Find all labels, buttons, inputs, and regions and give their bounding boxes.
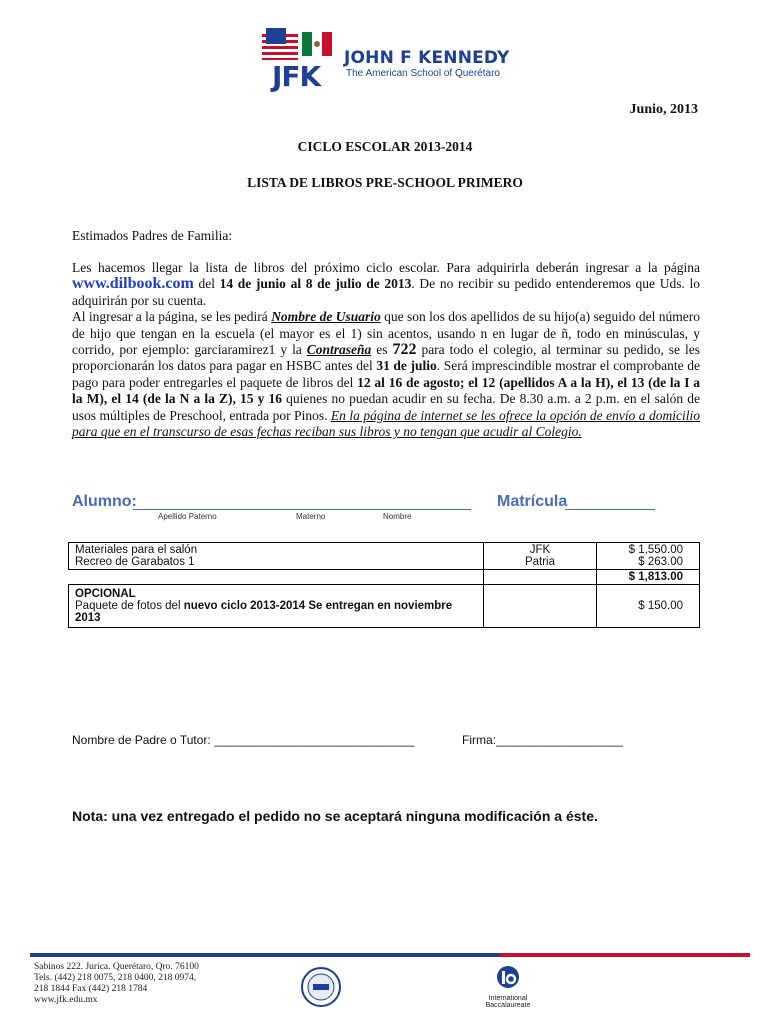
accreditation-seal-icon	[300, 966, 342, 1008]
tutor-name-field[interactable]: Nombre de Padre o Tutor: ______________________________	[72, 733, 415, 747]
paragraph-2: Al ingresar a la página, se les pedirá Nombre de Usuario que son los dos apellidos de su hijo(a) seguido del número de hijo que tengan en la escuela (el mayor es el 1) sin acentos, usando n en lugar de ñ, todo en minúsculas, y corrido, por ejemplo: garciaramirez1 y la Contraseña es 722 para todo el colegio, al terminar su pedido, se les proporcionarán los datos para pagar en HSBC antes del 31 de julio. Será imprescindible mostrar el comprobante de pago para poder entregarles el paquete de libros del 12 al 16 de agosto; el 12 (apellidos A a la H), el 13 (de la I a la M), el 14 (de la N a la Z), 15 y 16 quienes no puedan acudir en su fecha. De 8.30 a.m. a 2 p.m. en el salón de usos múltiples de Preschool, entrada por Pinos. En la página de internet se les ofrece la opción de envío a domicilio para que en el transcurso de esas fechas reciban sus libros y no tengan que acudir al Colegio.	[72, 309, 700, 440]
signature-field[interactable]: Firma:___________________	[462, 733, 623, 747]
flags-logo-icon	[262, 28, 342, 62]
paragraph-1: Les hacemos llegar la lista de libros del próximo ciclo escolar. Para adquirirla deberán ingresar a la página www.dilbook.com del 14 de junio al 8 de julio de 2013. De no recibir su pedido entenderemos que Uds. lo adquirirán por su cuenta.	[72, 260, 700, 308]
list-title: LISTA DE LIBROS PRE-SCHOOL PRIMERO	[247, 175, 523, 190]
optional-header: OPCIONAL	[75, 588, 136, 600]
matricula-label: Matrícula	[497, 493, 568, 510]
total-row	[69, 570, 700, 585]
footer-bar-blue	[30, 953, 500, 957]
password-term: Contraseña	[306, 342, 372, 358]
alumno-label: Alumno:	[72, 493, 137, 510]
website-link[interactable]: www.jfk.edu.mx	[34, 995, 98, 1005]
dilbook-link[interactable]: www.dilbook.com	[72, 275, 194, 293]
ib-line-2: Baccalaureate	[485, 1002, 531, 1009]
school-subtitle: The American School of Querétaro	[346, 68, 500, 79]
nombre-label: Nombre	[383, 512, 412, 521]
optional-price: $ 150.00	[597, 585, 700, 628]
optional-item: Paquete de fotos del nuevo ciclo 2013-2014 Se entregan en noviembre 2013	[75, 600, 453, 624]
ib-line-1: International	[488, 995, 528, 1002]
alumno-field[interactable]	[133, 509, 471, 510]
letter-body	[72, 260, 700, 440]
optional-row	[69, 585, 700, 628]
footer-bar-red	[500, 953, 750, 957]
document-date: Junio, 2013	[629, 102, 698, 117]
password-code: 722	[392, 341, 417, 359]
footer-address: Sabinos 222. Jurica. Querétaro, Qro. 76100 Tels. (442) 218 0075, 218 0400, 218 0974, 218 1844 Fax (442) 218 1784 www.jfk.edu.mx	[34, 962, 199, 1005]
logo-letters: JFK	[272, 60, 321, 93]
school-name: JOHN F KENNEDY	[344, 48, 510, 68]
delivery-note: En la página de internet se les ofrece la opción de envío a domicilio para que en el transcurso de esas fechas reciban sus libros y no tengan que acudir al Colegio.	[72, 407, 700, 440]
matricula-field[interactable]	[565, 509, 655, 510]
ib-logo	[478, 965, 538, 1017]
greeting: Estimados Padres de Familia:	[72, 228, 233, 243]
table-row: Materiales para el salón Recreo de Garabatos 1 JFK Patria $ 1,550.00 $ 263.00	[69, 543, 700, 570]
cycle-title: CICLO ESCOLAR 2013-2014	[297, 139, 473, 154]
school-logo	[262, 24, 522, 94]
book-list-table	[68, 542, 700, 628]
ib-logo-icon	[496, 965, 520, 993]
final-note: Nota: una vez entregado el pedido no se aceptará ninguna modificación a éste.	[72, 808, 598, 824]
materno-label: Materno	[296, 512, 326, 521]
apellido-paterno-label: Apellido Paterno	[158, 512, 217, 521]
total-price: $ 1,813.00	[597, 570, 700, 585]
username-term: Nombre de Usuario	[271, 309, 381, 325]
